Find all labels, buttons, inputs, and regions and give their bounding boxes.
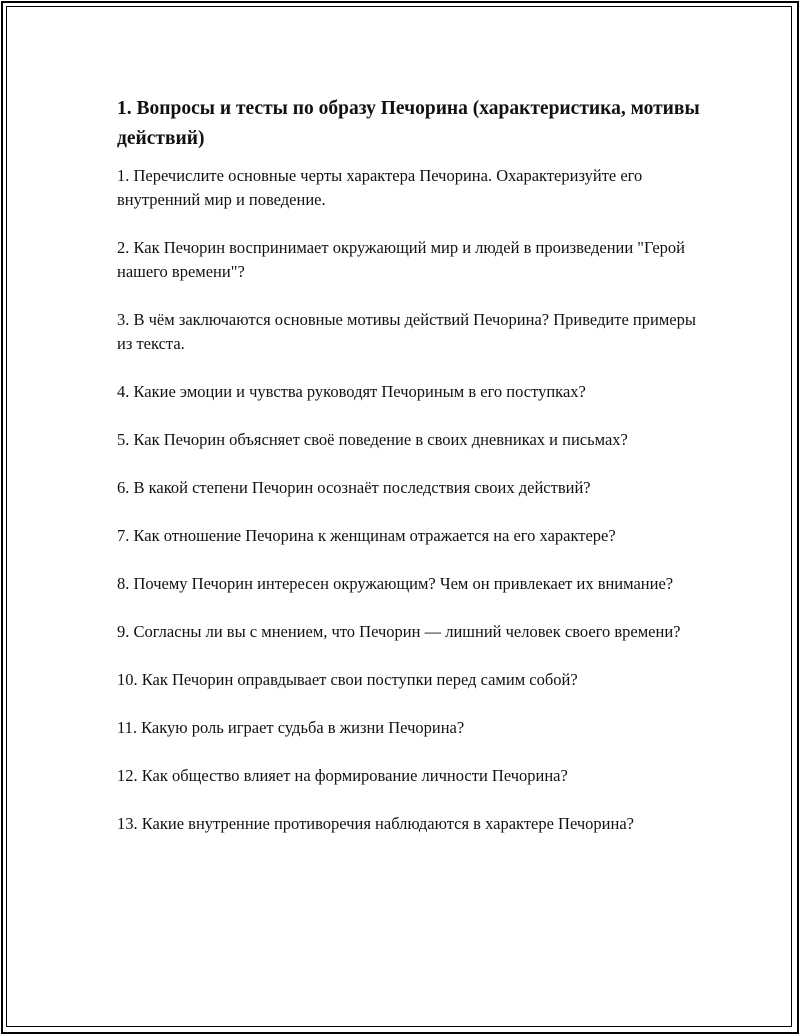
section-heading: 1. Вопросы и тесты по образу Печорина (характеристика, мотивы действий) (117, 98, 700, 149)
question-4: 4. Какие эмоции и чувства руководят Печориным в его поступках? (117, 382, 586, 401)
question-9: 9. Согласны ли вы с мнением, что Печорин — лишний человек своего времени? (117, 622, 681, 641)
question-6: 6. В какой степени Печорин осознаёт последствия своих действий? (117, 478, 591, 497)
question-10: 10. Как Печорин оправдывает свои поступки перед самим собой? (117, 670, 578, 689)
document-body (117, 94, 707, 860)
question-7: 7. Как отношение Печорина к женщинам отражается на его характере? (117, 526, 616, 545)
question-3: 3. В чём заключаются основные мотивы действий Печорина? Приведите примеры из текста. (117, 310, 696, 353)
question-11: 11. Какую роль играет судьба в жизни Печорина? (117, 718, 465, 737)
question-13: 13. Какие внутренние противоречия наблюдаются в характере Печорина? (117, 814, 634, 833)
question-12: 12. Как общество влияет на формирование личности Печорина? (117, 766, 568, 785)
question-8: 8. Почему Печорин интересен окружающим? Чем он привлекает их внимание? (117, 574, 674, 593)
question-5: 5. Как Печорин объясняет своё поведение в своих дневниках и письмах? (117, 430, 628, 449)
question-2: 2. Как Печорин воспринимает окружающий мир и людей в произведении "Герой нашего времени"? (117, 238, 685, 281)
question-1: 1. Перечислите основные черты характера Печорина. Охарактеризуйте его внутренний мир и поведение. (117, 166, 643, 209)
